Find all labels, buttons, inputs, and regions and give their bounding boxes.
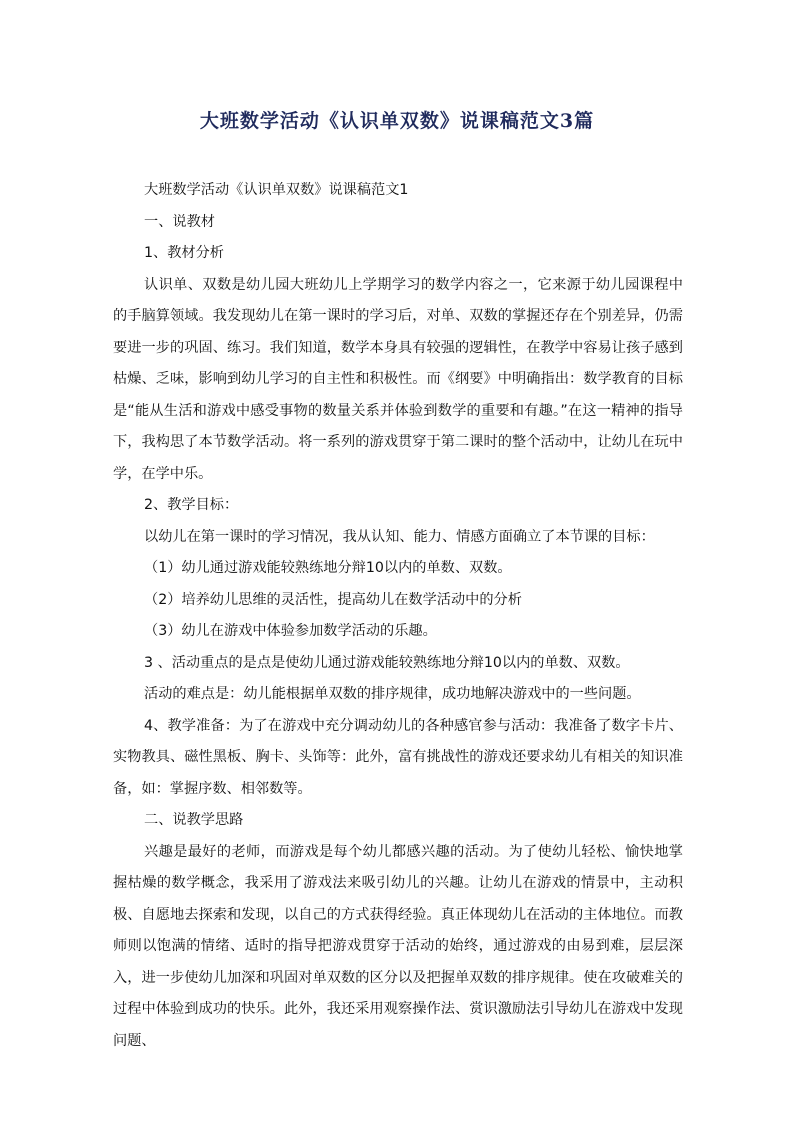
list-item: （2）培养幼儿思维的灵活性，提高幼儿在数学活动中的分析: [144, 591, 522, 608]
document-title: 大班数学活动《认识单双数》说课稿范文3篇: [199, 110, 595, 132]
body-paragraph: 4、教学准备：为了在游戏中充分调动幼儿的各种感官参与活动：我准备了数字卡片、实物教具、磁性黑板、胸卡、头饰等：此外，富有挑战性的游戏还要求幼儿有相关的知识准备，如：掌握序数、相邻数等。: [113, 717, 683, 797]
subsection-heading: 2、教学目标：: [144, 497, 239, 513]
body-paragraph: 以幼儿在第一课时的学习情况，我从认知、能力、情感方面确立了本节课的目标：: [144, 528, 655, 545]
body-paragraph: 活动的难点是：幼儿能根据单双数的排序规律，成功地解决游戏中的一些问题。: [144, 686, 641, 702]
section-heading: 大班数学活动《认识单双数》说课稿范文1: [144, 182, 409, 198]
section-heading: 一、说教材: [144, 213, 215, 230]
section-heading: 二、说教学思路: [144, 812, 244, 828]
list-item: （1）幼儿通过游戏能较熟练地分辩10以内的单数、双数。: [144, 560, 512, 576]
body-paragraph: 兴趣是最好的老师，而游戏是每个幼儿都感兴趣的活动。为了使幼儿轻松、愉快地掌握枯燥的数学概念，我采用了游戏法来吸引幼儿的兴趣。让幼儿在游戏的情景中，主动积极、自愿地去探索和发现，以自己的方式获得经验。真正体现幼儿在活动的主体地位。而教师则以饱满的情绪、适时的指导把游戏贯穿于活动的始终，通过游戏的由易到难，层层深入，进一步使幼儿加深和巩固对单双数的区分以及把握单双数的排序规律。使在攻破难关的过程中体验到成功的快乐。此外，我还采用观察操作法、赏识激励法引导幼儿在游戏中发现问题、: [113, 843, 683, 1049]
body-paragraph: 3 、活动重点的是点是使幼儿通过游戏能较熟练地分辩10以内的单数、双数。: [144, 654, 630, 671]
list-item: （3）幼儿在游戏中体验参加数学活动的乐趣。: [144, 623, 437, 639]
body-paragraph: 认识单、双数是幼儿园大班幼儿上学期学习的数学内容之一，它来源于幼儿园课程中的手脑算领域。我发现幼儿在第一课时的学习后，对单、双数的掌握还存在个别差异，仍需要进一步的巩固、练习。我们知道，数学本身具有较强的逻辑性，在教学中容易让孩子感到枯燥、乏味，影响到幼儿学习的自主性和积极性。而《纲要》中明确指出：数学教育的目标是“能从生活和游戏中感受事物的数量关系并体验到数学的重要和有趣。”在这一精神的指导下，我构思了本节数学活动。将一系列的游戏贯穿于第二课时的整个活动中，让幼儿在玩中学，在学中乐。: [113, 276, 683, 482]
document-body: [113, 175, 683, 1057]
subsection-heading: 1、教材分析: [144, 245, 224, 261]
